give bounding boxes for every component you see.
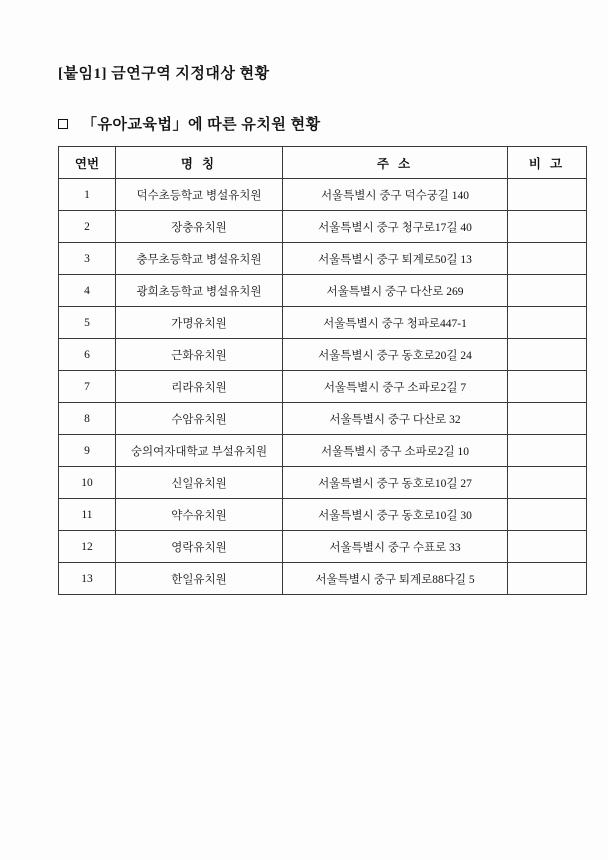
cell-note (508, 307, 587, 339)
cell-note (508, 371, 587, 403)
cell-no: 6 (59, 339, 116, 371)
cell-note (508, 531, 587, 563)
cell-no: 1 (59, 179, 116, 211)
cell-address: 서울특별시 중구 소파로2길 7 (283, 371, 508, 403)
cell-address: 서울특별시 중구 동호로10길 27 (283, 467, 508, 499)
cell-note (508, 499, 587, 531)
column-header-address: 주 소 (283, 147, 508, 179)
cell-name: 숭의여자대학교 부설유치원 (116, 435, 283, 467)
cell-address: 서울특별시 중구 덕수궁길 140 (283, 179, 508, 211)
kindergarten-table (58, 146, 587, 595)
table-row (59, 243, 587, 275)
cell-no: 11 (59, 499, 116, 531)
table-header (59, 147, 587, 179)
cell-name: 충무초등학교 병설유치원 (116, 243, 283, 275)
cell-no: 9 (59, 435, 116, 467)
table-row (59, 179, 587, 211)
cell-note (508, 403, 587, 435)
column-header-no: 연번 (59, 147, 116, 179)
cell-address: 서울특별시 중구 동호로20길 24 (283, 339, 508, 371)
table-row (59, 211, 587, 243)
cell-address: 서울특별시 중구 다산로 32 (283, 403, 508, 435)
column-header-note: 비 고 (508, 147, 587, 179)
cell-address: 서울특별시 중구 다산로 269 (283, 275, 508, 307)
cell-no: 10 (59, 467, 116, 499)
cell-note (508, 467, 587, 499)
cell-note (508, 179, 587, 211)
cell-no: 4 (59, 275, 116, 307)
table-row (59, 371, 587, 403)
cell-name: 덕수초등학교 병설유치원 (116, 179, 283, 211)
table-row (59, 403, 587, 435)
square-bullet-icon (58, 119, 68, 129)
cell-name: 한일유치원 (116, 563, 283, 595)
cell-name: 약수유치원 (116, 499, 283, 531)
section-heading (58, 113, 321, 134)
cell-address: 서울특별시 중구 동호로10길 30 (283, 499, 508, 531)
cell-no: 8 (59, 403, 116, 435)
cell-note (508, 211, 587, 243)
table-body (59, 179, 587, 595)
cell-name: 영락유치원 (116, 531, 283, 563)
cell-address: 서울특별시 중구 소파로2길 10 (283, 435, 508, 467)
cell-name: 신일유치원 (116, 467, 283, 499)
table-row (59, 531, 587, 563)
cell-address: 서울특별시 중구 청구로17길 40 (283, 211, 508, 243)
table-row (59, 339, 587, 371)
section-heading-label: 「유아교육법」에 따른 유치원 현황 (82, 117, 321, 133)
column-header-name: 명 칭 (116, 147, 283, 179)
cell-no: 5 (59, 307, 116, 339)
cell-no: 13 (59, 563, 116, 595)
cell-note (508, 563, 587, 595)
table-row (59, 435, 587, 467)
cell-no: 3 (59, 243, 116, 275)
cell-note (508, 275, 587, 307)
cell-name: 수암유치원 (116, 403, 283, 435)
cell-note (508, 339, 587, 371)
table-row (59, 307, 587, 339)
cell-no: 12 (59, 531, 116, 563)
cell-address: 서울특별시 중구 청파로447-1 (283, 307, 508, 339)
cell-address: 서울특별시 중구 수표로 33 (283, 531, 508, 563)
cell-no: 2 (59, 211, 116, 243)
page-title: [붙임1] 금연구역 지정대상 현황 (58, 66, 270, 82)
cell-name: 리라유치원 (116, 371, 283, 403)
cell-name: 가명유치원 (116, 307, 283, 339)
cell-name: 장충유치원 (116, 211, 283, 243)
cell-no: 7 (59, 371, 116, 403)
table-header-row (59, 147, 587, 179)
cell-address: 서울특별시 중구 퇴계로88다길 5 (283, 563, 508, 595)
table-row (59, 499, 587, 531)
cell-note (508, 435, 587, 467)
cell-name: 근화유치원 (116, 339, 283, 371)
table-row (59, 467, 587, 499)
cell-address: 서울특별시 중구 퇴계로50길 13 (283, 243, 508, 275)
table-row (59, 275, 587, 307)
cell-note (508, 243, 587, 275)
table-row (59, 563, 587, 595)
cell-name: 광희초등학교 병설유치원 (116, 275, 283, 307)
